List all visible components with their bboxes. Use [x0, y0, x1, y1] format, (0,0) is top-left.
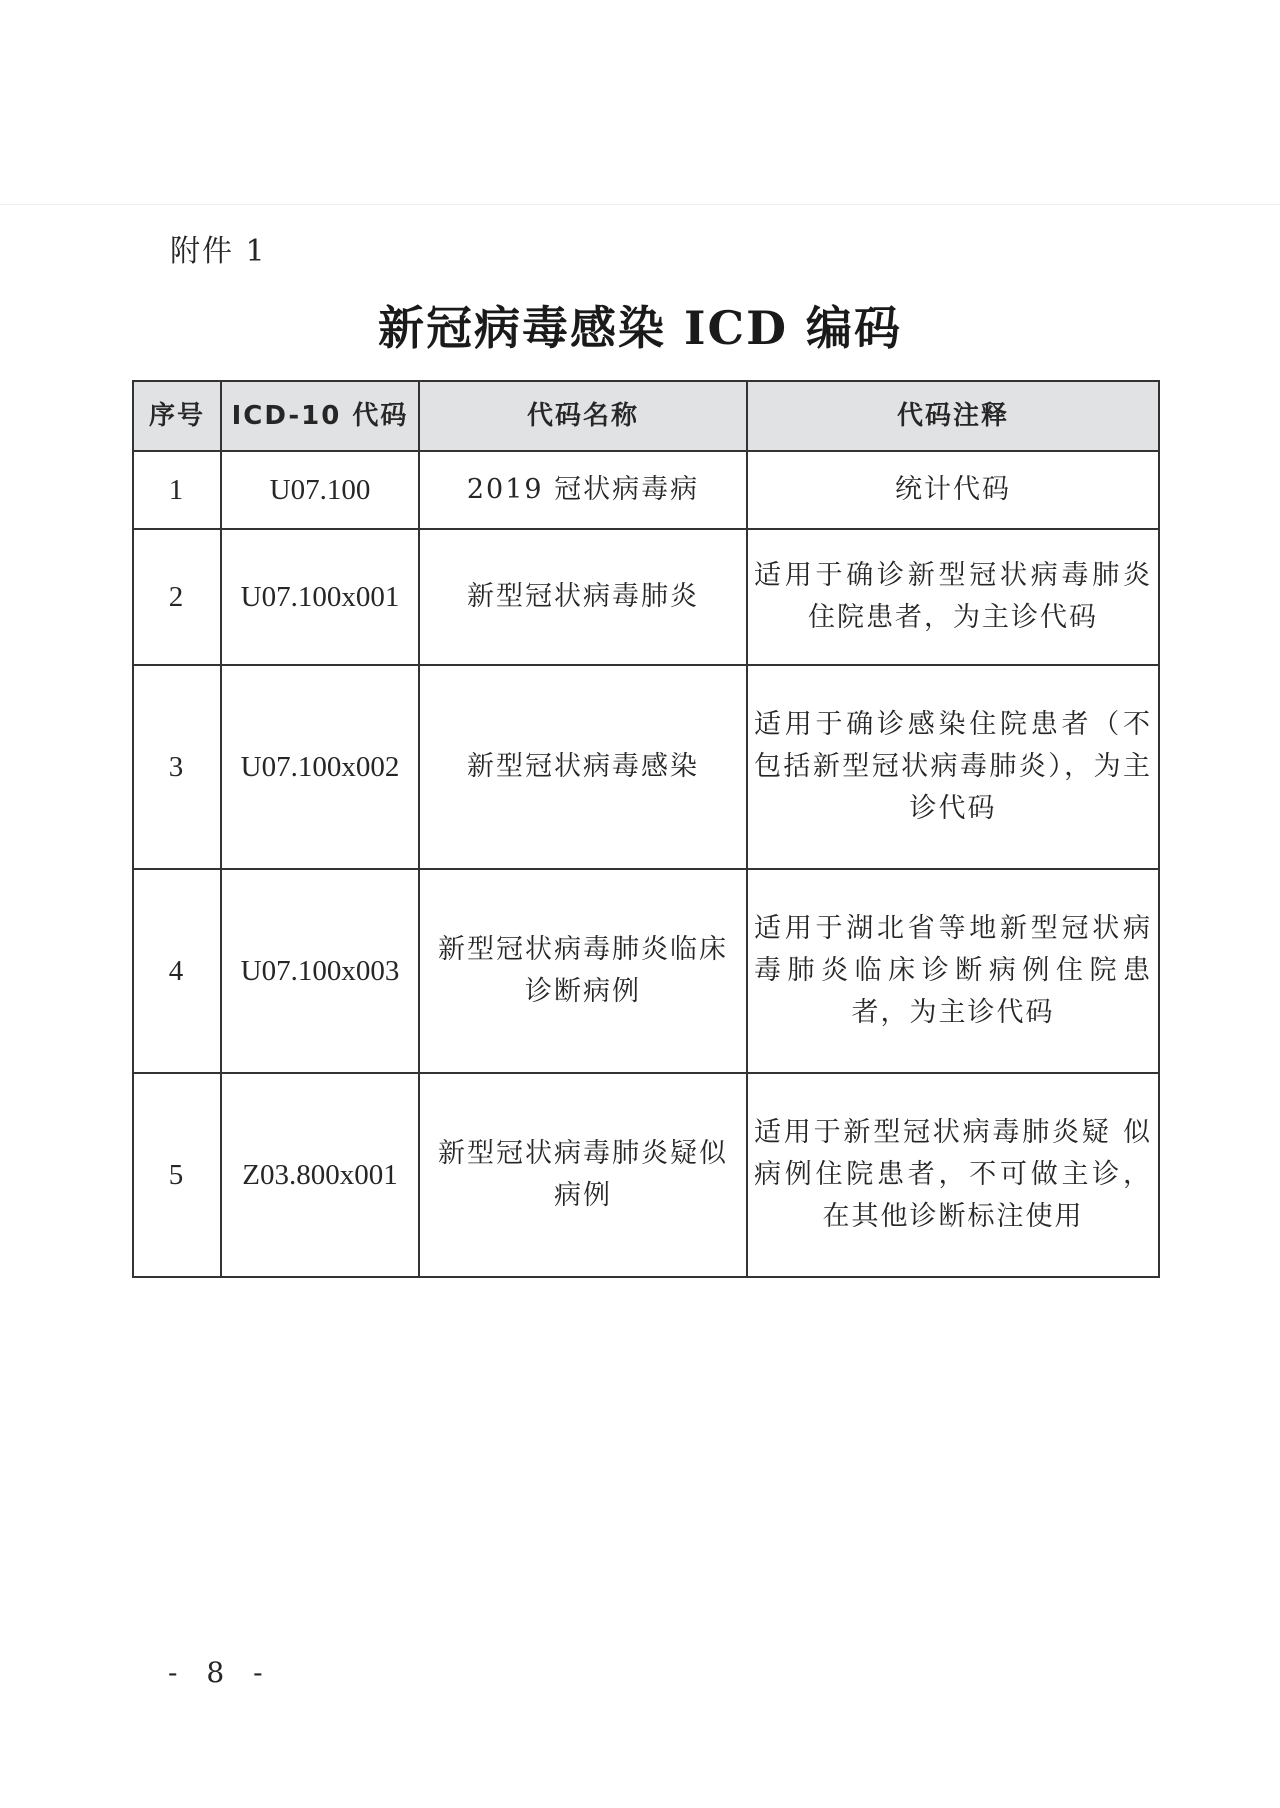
table-row [133, 451, 1159, 529]
page-number: - 8 - [168, 1656, 273, 1689]
row-code-note: 适用于确诊新型冠状病毒肺炎住院患者，为主诊代码 [747, 529, 1159, 665]
icd-code-table [132, 380, 1160, 1278]
header-code-name: 代码名称 [419, 381, 747, 451]
row-code-name: 新型冠状病毒感染 [419, 665, 747, 869]
row-code-note: 适用于确诊感染住院患者（不包括新型冠状病毒肺炎），为主诊代码 [747, 665, 1159, 869]
row-code-note: 适用于新型冠状病毒肺炎疑 似病例住院患者，不可做主诊，在其他诊断标注使用 [747, 1073, 1159, 1277]
row-serial-number: 5 [133, 1073, 221, 1277]
row-icd-code: U07.100x002 [221, 665, 419, 869]
table-row [133, 1073, 1159, 1277]
row-code-note: 统计代码 [747, 451, 1159, 529]
table-row [133, 665, 1159, 869]
table-header-row [133, 381, 1159, 451]
row-icd-code: Z03.800x001 [221, 1073, 419, 1277]
row-icd-code: U07.100x003 [221, 869, 419, 1073]
header-code-note: 代码注释 [747, 381, 1159, 451]
row-serial-number: 1 [133, 451, 221, 529]
attachment-label: 附件 1 [170, 234, 267, 269]
header-icd10-code: ICD-10 代码 [221, 381, 419, 451]
row-code-name: 新型冠状病毒肺炎疑似病例 [419, 1073, 747, 1277]
table-row [133, 869, 1159, 1073]
row-serial-number: 3 [133, 665, 221, 869]
row-icd-code: U07.100 [221, 451, 419, 529]
row-serial-number: 4 [133, 869, 221, 1073]
page-top-divider [0, 204, 1280, 205]
row-code-name: 新型冠状病毒肺炎 [419, 529, 747, 665]
row-code-note: 适用于湖北省等地新型冠状病毒肺炎临床诊断病例住院患者，为主诊代码 [747, 869, 1159, 1073]
row-code-name: 新型冠状病毒肺炎临床诊断病例 [419, 869, 747, 1073]
row-serial-number: 2 [133, 529, 221, 665]
row-code-name: 2019 冠状病毒病 [419, 451, 747, 529]
document-title: 新冠病毒感染 ICD 编码 [377, 301, 903, 355]
row-icd-code: U07.100x001 [221, 529, 419, 665]
header-serial-number: 序号 [133, 381, 221, 451]
table-row [133, 529, 1159, 665]
